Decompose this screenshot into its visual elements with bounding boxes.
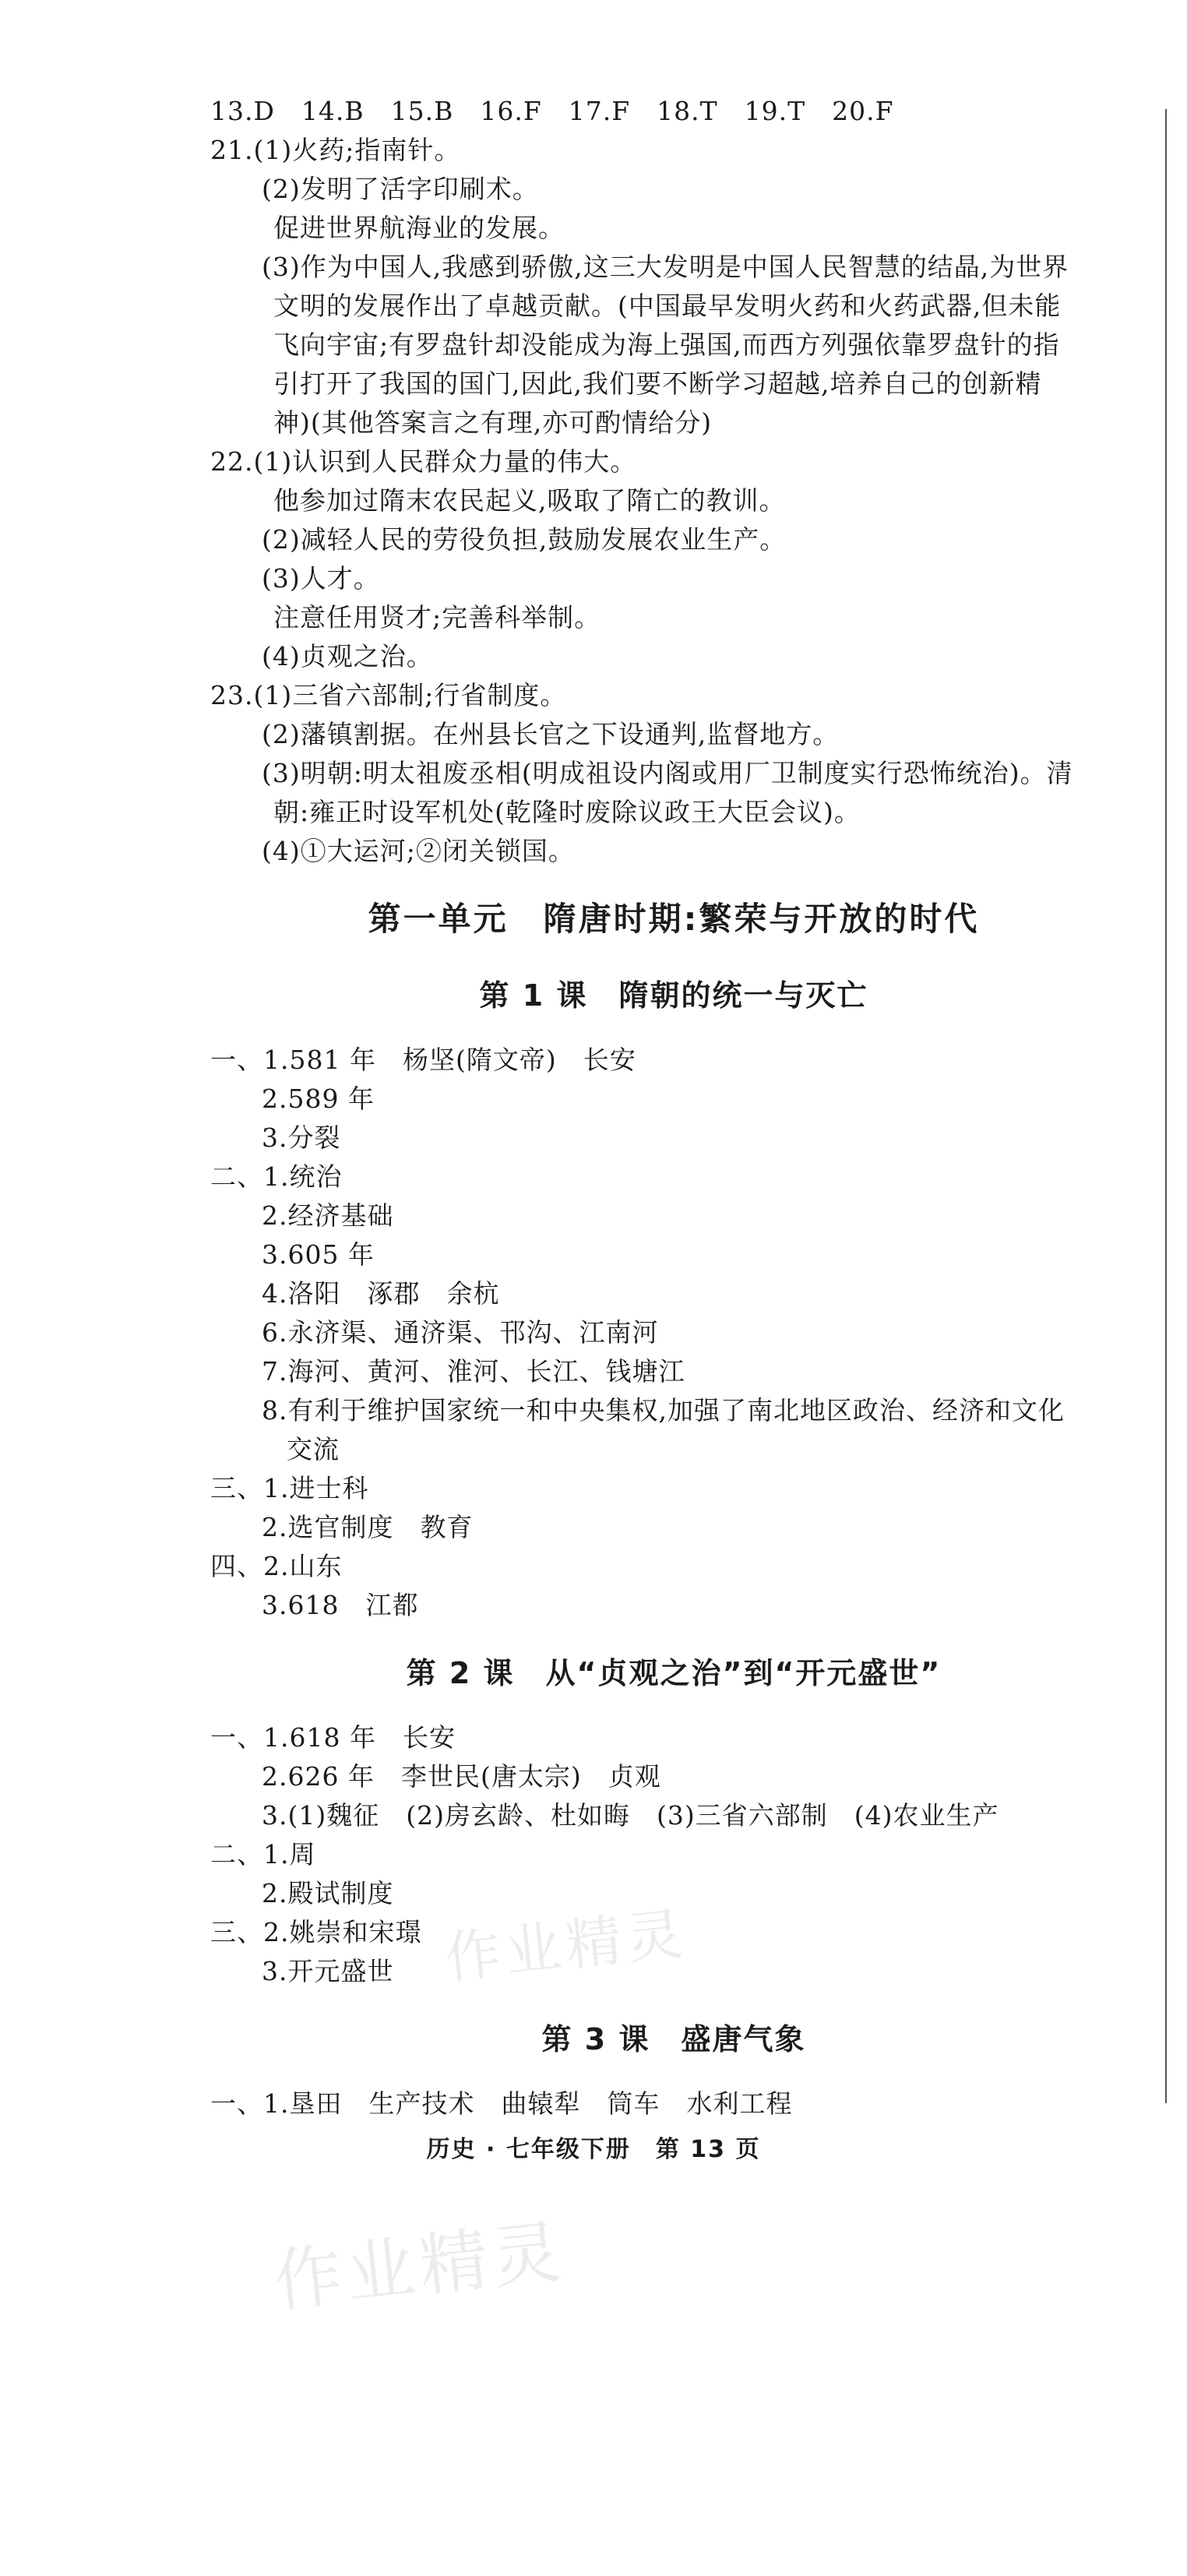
- watermark: 作业精灵: [269, 2211, 570, 2322]
- answer-row-13-20: 13.D 14.B 15.B 16.F 17.F 18.T 19.T 20.F: [210, 96, 894, 126]
- answer-line: (2)减轻人民的劳役负担,鼓励发展农业生产。: [262, 524, 787, 555]
- question-21: [210, 131, 1137, 442]
- answer-line: 3.(1)魏征 (2)房玄龄、杜如晦 (3)三省六部制 (4)农业生产: [262, 1800, 999, 1831]
- lesson-1-title: 第 1 课 隋朝的统一与灭亡: [479, 978, 868, 1013]
- answer-column: [210, 92, 1137, 2123]
- page-footer: 历史 · 七年级下册 第 13 页: [426, 2136, 761, 2163]
- answer-line: 22.(1)认识到人民群众力量的伟大。: [210, 446, 637, 477]
- question-22: [210, 442, 1137, 676]
- answer-line: 一、1.垦田 生产技术 曲辕犁 筒车 水利工程: [210, 2088, 793, 2119]
- answer-line: (2)藩镇割据。在州县长官之下设通判,监督地方。: [262, 719, 840, 749]
- answer-line: 3.618 江都: [262, 1590, 419, 1620]
- answer-line: 四、2.山东: [210, 1551, 343, 1581]
- answer-line: 促进世界航海业的发展。: [273, 213, 565, 243]
- answer-line: 交流: [287, 1434, 340, 1464]
- answer-line: 2.经济基础: [262, 1200, 394, 1231]
- answer-line: 注意任用贤才;完善科举制。: [273, 602, 601, 633]
- answer-line: 23.(1)三省六部制;行省制度。: [210, 680, 567, 710]
- answer-line: 一、1.581 年 杨坚(隋文帝) 长安: [210, 1045, 636, 1075]
- margin-rule: [1165, 109, 1167, 2103]
- lesson-2-title: 第 2 课 从“贞观之治”到“开元盛世”: [406, 1656, 942, 1690]
- lesson-3-answers: [210, 2084, 1137, 2123]
- answer-line: 3.605 年: [262, 1239, 375, 1270]
- answer-line: 4.洛阳 涿郡 余杭: [262, 1278, 500, 1309]
- answer-line: 三、2.姚崇和宋璟: [210, 1917, 422, 1947]
- answer-line: 二、1.周: [210, 1839, 316, 1869]
- answer-line: 飞向宇宙;有罗盘针却没能成为海上强国,而西方列强依靠罗盘针的指: [273, 329, 1060, 360]
- answer-line: 二、1.统治: [210, 1161, 343, 1192]
- lesson-3-title: 第 3 课 盛唐气象: [541, 2022, 806, 2056]
- answer-line: (4)贞观之治。: [262, 641, 433, 671]
- answer-line: (4)①大运河;②闭关锁国。: [262, 836, 575, 866]
- lesson-1-answers: [210, 1041, 1137, 1625]
- answer-line: 8.有利于维护国家统一和中央集权,加强了南北地区政治、经济和文化: [262, 1395, 1065, 1425]
- answer-line: 神)(其他答案言之有理,亦可酌情给分): [273, 407, 713, 438]
- answer-line: 一、1.618 年 长安: [210, 1722, 456, 1753]
- answer-line: (3)明朝:明太祖废丞相(明成祖设内阁或用厂卫制度实行恐怖统治)。清: [262, 758, 1073, 788]
- answer-line: 2.626 年 李世民(唐太宗) 贞观: [262, 1761, 661, 1792]
- answer-line: (3)作为中国人,我感到骄傲,这三大发明是中国人民智慧的结晶,为世界: [262, 252, 1069, 282]
- answer-line: 引打开了我国的国门,因此,我们要不断学习超越,培养自己的创新精: [273, 368, 1042, 399]
- answer-line: 2.殿试制度: [262, 1878, 394, 1908]
- unit-title: 第一单元 隋唐时期:繁荣与开放的时代: [368, 900, 980, 938]
- answer-line: 3.分裂: [262, 1122, 341, 1153]
- answer-line: 7.海河、黄河、淮河、长江、钱塘江: [262, 1356, 685, 1387]
- answer-line: 文明的发展作出了卓越贡献。(中国最早发明火药和火药武器,但未能: [273, 291, 1062, 321]
- answer-line: (3)人才。: [262, 563, 380, 594]
- answer-line: 2.589 年: [262, 1084, 375, 1114]
- answer-line: 6.永济渠、通济渠、邗沟、江南河: [262, 1317, 659, 1348]
- answer-line: 3.开元盛世: [262, 1956, 394, 1986]
- answer-line: (2)发明了活字印刷术。: [262, 174, 539, 204]
- answer-line: 21.(1)火药;指南针。: [210, 135, 461, 165]
- answer-line: 2.选官制度 教育: [262, 1512, 474, 1542]
- question-23: [210, 676, 1137, 871]
- watermark: 作业精灵: [442, 1900, 691, 1992]
- answer-line: 三、1.进士科: [210, 1473, 369, 1503]
- answer-line: 他参加过隋末农民起义,吸取了隋亡的教训。: [273, 485, 786, 516]
- answer-line: 朝:雍正时设军机处(乾隆时废除议政王大臣会议)。: [273, 797, 861, 827]
